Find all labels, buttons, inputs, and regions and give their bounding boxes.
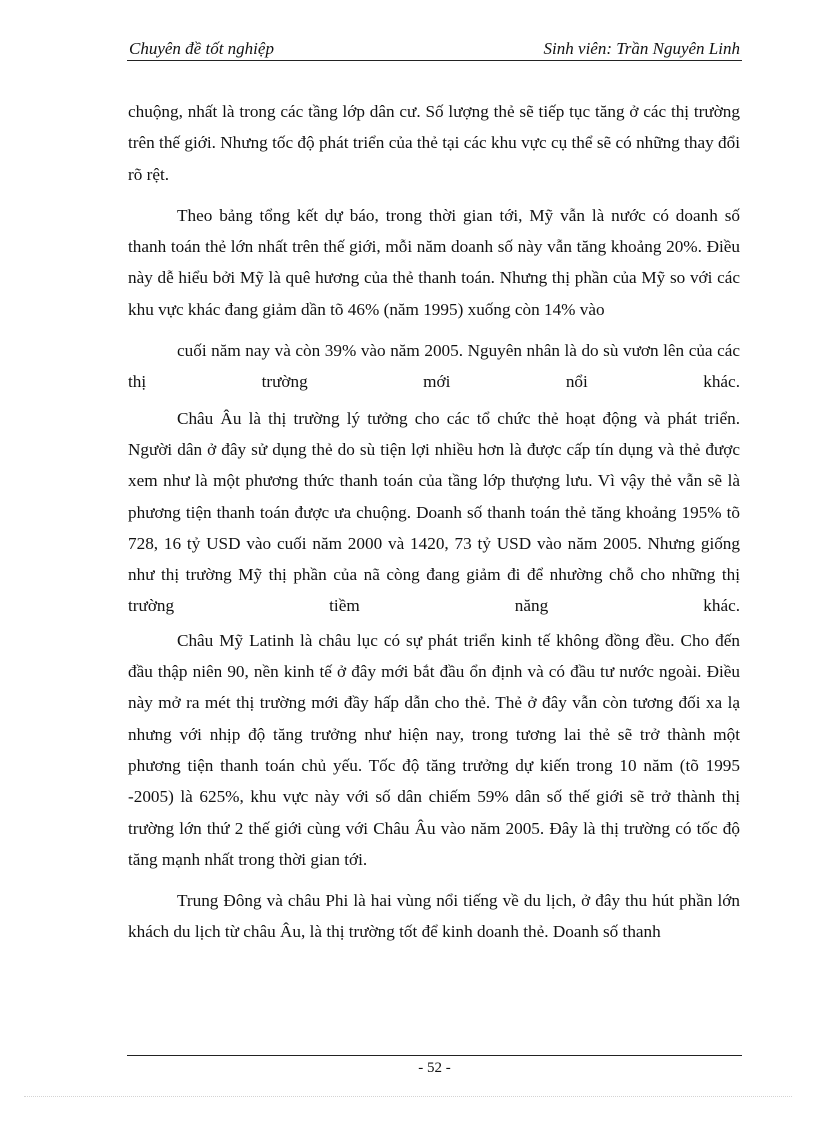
page-number: - 52 - [418,1060,451,1076]
paragraph-usa-share: cuối năm nay và còn 39% vào năm 2005. Nguyên nhân là do sù vươn lên của các thị trường mới nổi khác. [128,341,740,392]
paragraph-europe: Châu Âu là thị trường lý tưởng cho các tổ chức thẻ hoạt động và phát triển. Người dân ở đây sử dụng thẻ do sù tiện lợi nhiều hơn là được cấp tín dụng và thẻ được xem như là một phương thức thanh toán của tầng lớp thượng lưu. Vì vậy thẻ vẫn sẽ là phương tiện thanh toán được ưa chuộng. Doanh số thanh toán thẻ tăng khoảng 195% tõ 728, 16 tỷ USD vào cuối năm 2000 và 1420, 73 tỷ USD vào năm 2005. Nhưng giống như thị trường Mỹ thị phần của nã còng đang giảm đi để nhường chỗ cho những thị trường tiềm năng khác. [128,408,740,616]
header-document-title: Chuyên đề tốt nghiệp [129,39,274,58]
page-bottom-border [24,1096,792,1097]
paragraph-middle-east-africa: Trung Đông và châu Phi là hai vùng nổi tiếng về du lịch, ở đây thu hút phần lớn khách du lịch từ châu Âu, là thị trường tốt để kinh doanh thẻ. Doanh số thanh [128,891,740,942]
paragraph-continuation: chuộng, nhất là trong các tầng lớp dân cư. Số lượng thẻ sẽ tiếp tục tăng ở các thị trường trên thế giới. Nhưng tốc độ phát triển của thẻ tại các khu vực cụ thể sẽ có những thay đổi rõ rệt. [128,102,740,184]
footer-rule [127,1055,742,1056]
page-body [128,96,740,948]
page-header [127,38,742,61]
paragraph-latin-america: Châu Mỹ Latinh là châu lục có sự phát triển kinh tế không đồng đều. Cho đến đầu thập niên 90, nền kinh tế ở đây mới bắt đầu ổn định và có đầu tư nước ngoài. Điều này mở ra mét thị trường mới đầy hấp dẫn cho thẻ. Thẻ ở đây vẫn còn tương đối xa lạ nhưng với nhịp độ tăng trưởng như hiện nay, trong tương lai thẻ sẽ trở thành một phương tiện thanh toán chủ yếu. Tốc độ tăng trưởng dự kiến trong 10 năm (tõ 1995 -2005) là 625%, khu vực này với số dân chiếm 59% dân số thế giới sẽ trở thành thị trường lớn thứ 2 thế giới cùng với Châu Âu vào năm 2005. Đây là thị trường có tốc độ tăng mạnh nhất trong thời gian tới. [128,630,740,869]
paragraph-usa-forecast: Theo bảng tổng kết dự báo, trong thời gian tới, Mỹ vẫn là nước có doanh số thanh toán thẻ lớn nhất trên thế giới, mỗi năm doanh số này vẫn tăng khoảng 20%. Điều này dễ hiểu bởi Mỹ là quê hương của thẻ thanh toán. Nhưng thị phần của Mỹ so với các khu vực khác đang giảm dần tõ 46% (năm 1995) xuống còn 14% vào [128,205,740,319]
header-author: Sinh viên: Trần Nguyên Linh [543,39,740,58]
